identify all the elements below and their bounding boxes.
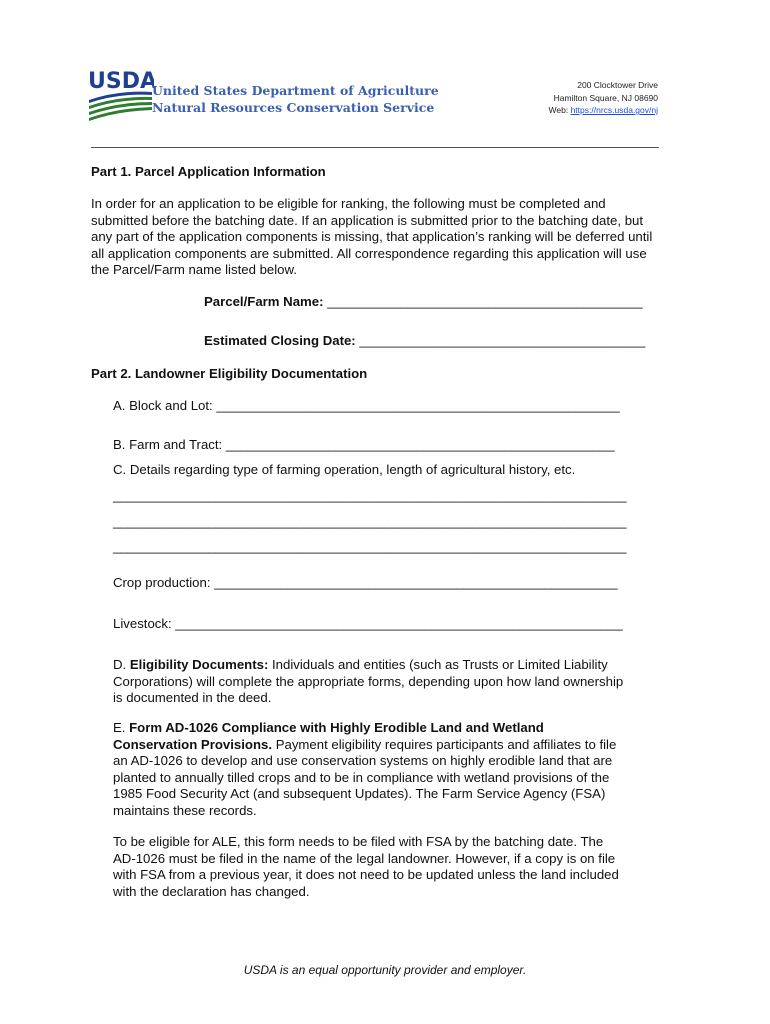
web-link[interactable]: https://nrcs.usda.gov/nj — [570, 105, 658, 115]
instruction-line: any part of the application components is missing, that application’s ranking will be deferred until — [91, 229, 653, 245]
instruction-line: all application components are submitted. All correspondence regarding this application will use — [91, 245, 647, 261]
details-blank-line[interactable]: ______________________________________________________________________ — [113, 488, 627, 503]
parcel-name-field[interactable] — [204, 294, 643, 311]
d-heading: Eligibility Documents: — [129, 657, 269, 672]
ad1026-section — [113, 720, 616, 820]
closing-date-blank[interactable]: _______________________________________ — [359, 333, 646, 348]
block-lot-field[interactable]: A. Block and Lot: _______________________________________________________ — [113, 398, 620, 413]
office-address — [549, 79, 658, 117]
agency-line-2: Natural Resources Conservation Service — [152, 100, 435, 115]
e-label: E. — [113, 720, 130, 735]
footer-statement: USDA is an equal opportunity provider and employer. — [243, 963, 527, 977]
crop-production-field[interactable]: Crop production: _______________________________________________________ — [113, 575, 618, 590]
eligibility-documents-section — [113, 657, 623, 707]
d-line: Individuals and entities (such as Trusts or Limited Liability — [268, 657, 608, 672]
closing-date-label: Estimated Closing Date: — [204, 333, 360, 348]
web-line — [549, 104, 658, 117]
farming-details-label: C. Details regarding type of farming operation, length of agricultural history, etc. — [113, 462, 576, 477]
e-line: an AD-1026 to develop and use conservation systems on highly erodible land that are — [113, 753, 613, 769]
instruction-line: submitted before the batching date. If an application is submitted prior to the batching date, but — [91, 212, 644, 228]
agency-name — [152, 82, 439, 116]
ale-line: with the declaration has changed. — [113, 883, 310, 899]
header-divider — [91, 147, 659, 148]
part1-instructions — [91, 196, 652, 279]
e-line: 1985 Food Security Act (and subsequent Updates). The Farm Service Agency (FSA) — [113, 786, 606, 802]
farm-tract-field[interactable]: B. Farm and Tract: _____________________________________________________ — [113, 437, 615, 452]
instruction-line: In order for an application to be eligible for ranking, the following must be completed and — [91, 196, 606, 211]
ale-line: AD-1026 must be filed in the name of the legal landowner. However, if a copy is on file — [113, 850, 616, 866]
livestock-field[interactable]: Livestock: _____________________________________________________________ — [113, 616, 623, 631]
d-line: Corporations) will complete the appropriate forms, depending upon how land ownership — [113, 673, 624, 689]
ale-line: To be eligible for ALE, this form needs to be filed with FSA by the batching date. The — [113, 834, 604, 849]
parcel-name-label: Parcel/Farm Name: — [204, 294, 328, 309]
details-blank-line[interactable]: ______________________________________________________________________ — [113, 514, 627, 529]
d-line: is documented in the deed. — [113, 690, 272, 706]
part1-heading: Part 1. Parcel Application Information — [91, 164, 326, 179]
part2-heading: Part 2. Landowner Eligibility Documentation — [91, 366, 368, 381]
address-line-2: Hamilton Square, NJ 08690 — [553, 92, 658, 103]
e-line: Payment eligibility requires participants and affiliates to file — [272, 736, 617, 752]
e-line: maintains these records. — [113, 802, 257, 818]
parcel-name-blank[interactable]: ___________________________________________ — [327, 294, 643, 309]
agency-line-1: United States Department of Agriculture — [152, 83, 439, 98]
closing-date-field[interactable] — [204, 333, 645, 350]
e-heading-2: Conservation Provisions. — [113, 736, 273, 752]
e-line: planted to annually tilled crops and to be in compliance with wetland provisions of the — [113, 769, 610, 785]
instruction-line: the Parcel/Farm name listed below. — [91, 262, 297, 278]
web-label: Web: — [548, 105, 571, 115]
ale-eligibility-paragraph — [113, 834, 619, 900]
logo-text: USDA — [88, 69, 154, 94]
usda-logo — [88, 66, 154, 122]
address-line-1: 200 Clocktower Drive — [577, 80, 658, 90]
details-blank-line[interactable]: ______________________________________________________________________ — [113, 539, 627, 554]
e-heading-1: Form AD-1026 Compliance with Highly Erodible Land and Wetland — [129, 720, 544, 735]
ale-line: with FSA from a previous year, it does not need to be updated unless the land included — [113, 867, 619, 883]
d-label: D. — [113, 657, 130, 672]
